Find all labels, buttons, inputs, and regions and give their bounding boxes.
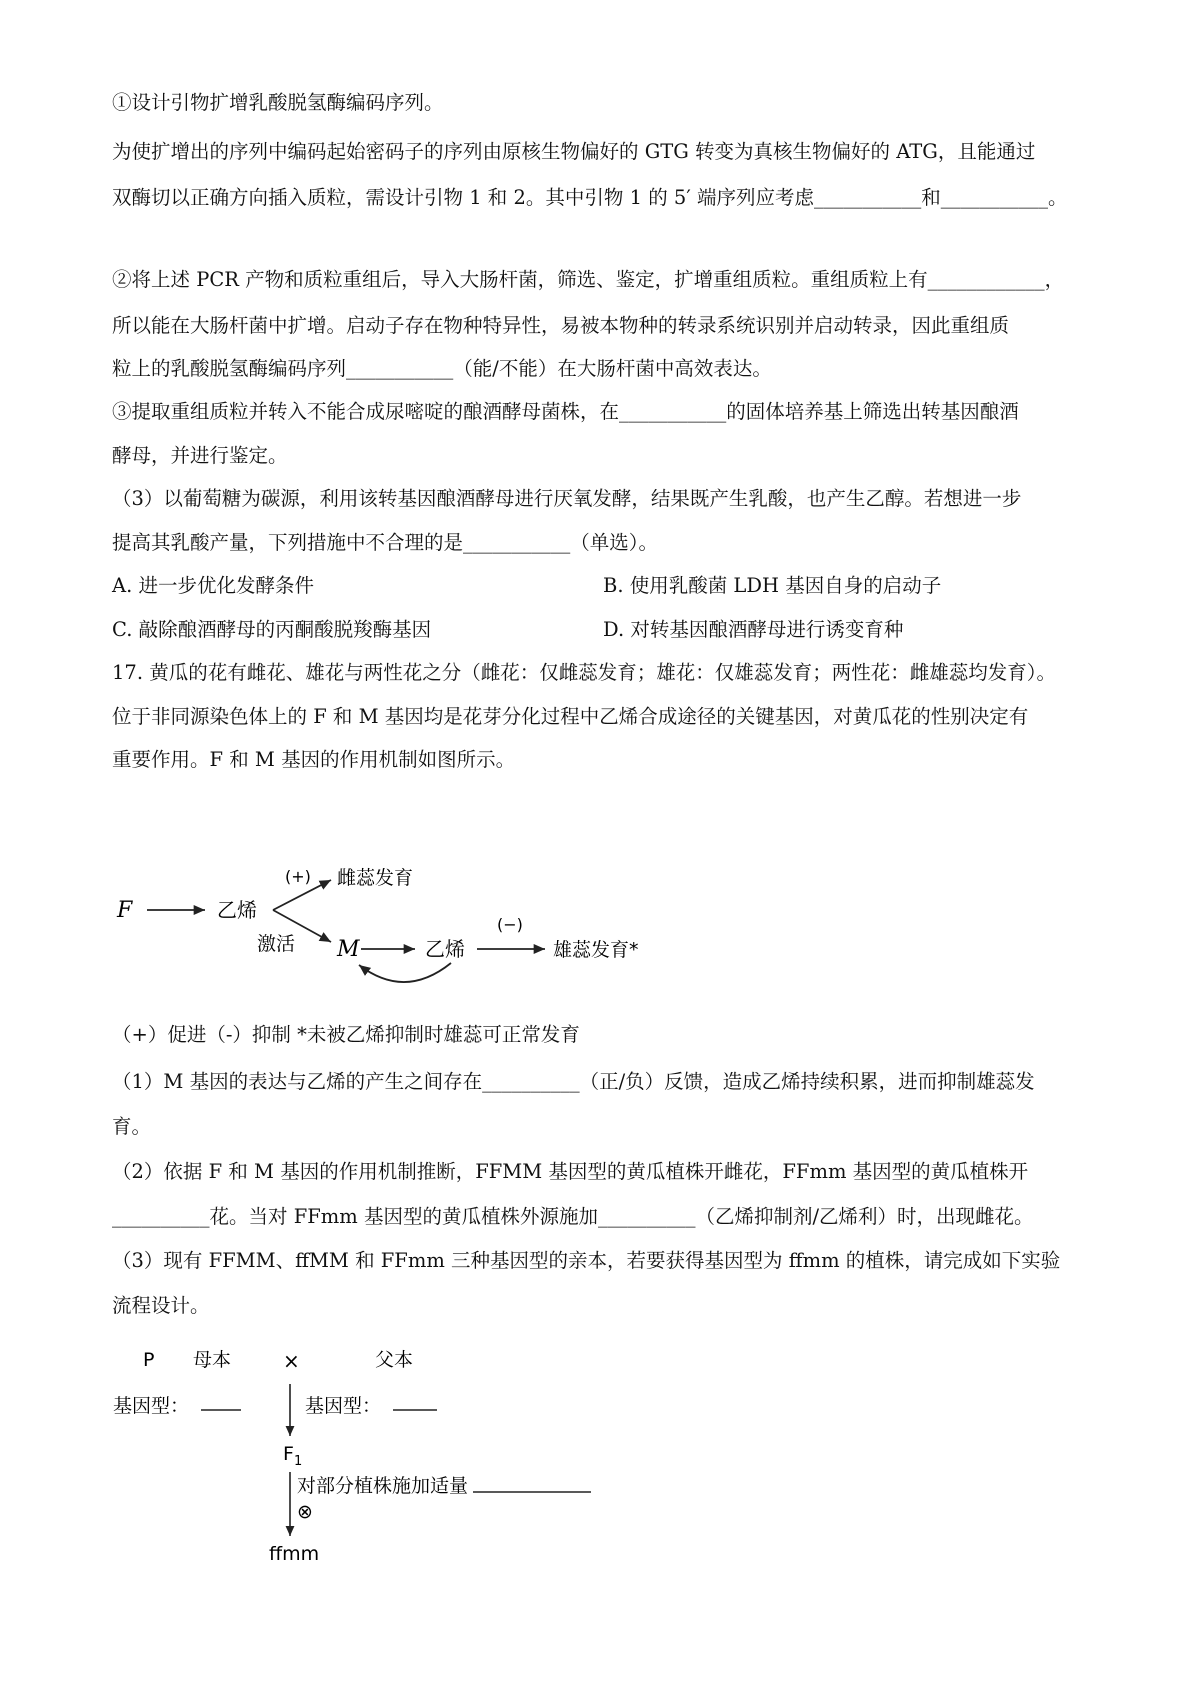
father-genotype-label: 基因型：	[305, 1395, 382, 1417]
item3-text-line: 酵母，并进行鉴定。	[112, 444, 288, 467]
q17-intro-line: 17. 黄瓜的花有雌花、雄花与两性花之分（雌花：仅雌蕊发育；雄花：仅雄蕊发育；两性花：雌雄蕊均发育）。	[112, 661, 1056, 684]
ethylene-label-2: 乙烯	[425, 937, 465, 961]
selfing-symbol: ⊗	[297, 1501, 313, 1523]
activate-label: 激活	[257, 933, 296, 955]
option-b: B. 使用乳酸菌 LDH 基因自身的启动子	[603, 574, 942, 597]
diagram-legend: （+）促进（-）抑制 *未被乙烯抑制时雄蕊可正常发育	[112, 1023, 580, 1046]
p-label: P	[143, 1349, 155, 1371]
treatment-label: 对部分植株施加适量	[297, 1475, 469, 1497]
father-label: 父本	[375, 1349, 414, 1371]
pistil-development-label: 雌蕊发育	[337, 867, 414, 889]
f1-label	[283, 1443, 302, 1469]
item1-text-line: 双酶切以正确方向插入质粒，需设计引物 1 和 2。其中引物 1 的 5′ 端序列应考虑___________和___________。	[112, 186, 1068, 209]
q17-sub2-line: __________花。当对 FFmm 基因型的黄瓜植株外源施加__________（乙烯抑制剂/乙烯利）时，出现雌花。	[112, 1205, 1034, 1228]
q17-sub1-line: 育。	[112, 1115, 152, 1138]
mother-genotype-label: 基因型：	[113, 1395, 190, 1417]
gene-m-label: M	[337, 937, 360, 962]
q17-sub2-line: （2）依据 F 和 M 基因的作用机制推断，FFMM 基因型的黄瓜植株开雌花，FFmm 基因型的黄瓜植株开	[112, 1160, 1029, 1183]
item2-text-line: 所以能在大肠杆菌中扩增。启动子存在物种特异性，易被本物种的转录系统识别并启动转录，因此重组质	[112, 314, 1010, 337]
item3-text-line: ③提取重组质粒并转入不能合成尿嘧啶的酿酒酵母菌株，在___________的固体培养基上筛选出转基因酿酒	[112, 400, 1019, 423]
result-genotype: ffmm	[269, 1543, 320, 1565]
option-d: D. 对转基因酿酒酵母进行诱变育种	[603, 618, 904, 641]
item1-text-line: 为使扩增出的序列中编码起始密码子的序列由原核生物偏好的 GTG 转变为真核生物偏好的 ATG，且能通过	[112, 140, 1036, 163]
promote-sign: (+)	[285, 867, 311, 886]
stamen-development-label: 雄蕊发育*	[553, 939, 639, 961]
item1-title: ①设计引物扩增乳酸脱氢酶编码序列。	[112, 91, 444, 114]
breeding-flow-diagram	[105, 1340, 665, 1570]
f1-base: F	[283, 1443, 294, 1465]
ethylene-label: 乙烯	[217, 898, 257, 922]
q17-intro-line: 位于非同源染色体上的 F 和 M 基因均是花芽分化过程中乙烯合成途径的关键基因，对黄瓜花的性别决定有	[112, 705, 1029, 728]
q17-sub3-line: （3）现有 FFMM、ffMM 和 FFmm 三种基因型的亲本，若要获得基因型为 ffmm 的植株，请完成如下实验	[112, 1249, 1061, 1272]
f1-subscript: 1	[293, 1454, 303, 1469]
cross-symbol: ×	[283, 1349, 300, 1373]
inhibit-sign: (−)	[497, 915, 523, 934]
mother-label: 母本	[193, 1349, 232, 1371]
option-a: A. 进一步优化发酵条件	[112, 574, 314, 597]
q17-intro-line: 重要作用。F 和 M 基因的作用机制如图所示。	[112, 748, 516, 771]
item2-text-line: ②将上述 PCR 产物和质粒重组后，导入大肠杆菌，筛选、鉴定，扩增重组质粒。重组质粒上有____________，	[112, 268, 1065, 291]
item2-text-line: 粒上的乳酸脱氢酶编码序列___________（能/不能）在大肠杆菌中高效表达。	[112, 357, 772, 380]
option-c: C. 敲除酿酒酵母的丙酮酸脱羧酶基因	[112, 618, 432, 641]
gene-f-label: F	[117, 898, 133, 923]
gene-mechanism-diagram	[105, 860, 685, 1010]
q16-part3-text: 提高其乳酸产量，下列措施中不合理的是___________（单选）。	[112, 531, 659, 554]
q17-sub1-line: （1）M 基因的表达与乙烯的产生之间存在__________（正/负）反馈，造成乙烯持续积累，进而抑制雄蕊发	[112, 1070, 1035, 1093]
q17-sub3-line: 流程设计。	[112, 1294, 210, 1317]
q16-part3-text: （3）以葡萄糖为碳源，利用该转基因酿酒酵母进行厌氧发酵，结果既产生乳酸，也产生乙醇。若想进一步	[112, 487, 1022, 510]
feedback-arrow	[359, 963, 451, 982]
